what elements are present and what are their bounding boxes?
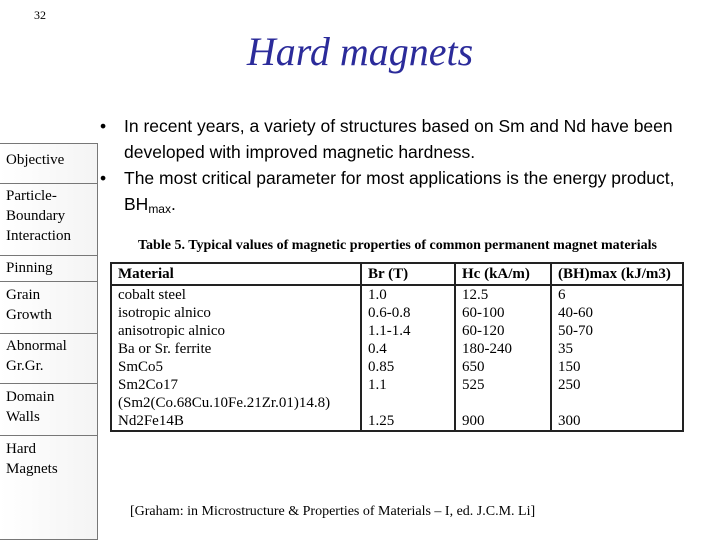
bullet-text: The most critical parameter for most applications is the energy product, BH xyxy=(124,168,675,214)
cell-material: Sm2Co17 xyxy=(111,376,361,394)
cell-br: 1.25 xyxy=(361,412,455,431)
col-header-br: Br (T) xyxy=(361,263,455,285)
cell-br: 1.1 xyxy=(361,376,455,394)
cell-bhmax: 150 xyxy=(551,358,683,376)
cell-material: anisotropic alnico xyxy=(111,322,361,340)
table-row xyxy=(111,394,683,412)
cell-br: 1.1-1.4 xyxy=(361,322,455,340)
sidebar-item-label: Objective xyxy=(6,152,65,168)
sidebar-item-label: Domain Walls xyxy=(6,389,55,425)
table-row xyxy=(111,376,683,394)
cell-material: isotropic alnico xyxy=(111,304,361,322)
cell-material: (Sm2(Co.68Cu.10Fe.21Zr.01)14.8) xyxy=(111,394,361,412)
cell-br xyxy=(361,394,455,412)
sidebar-item-label: Particle-Boundary Interaction xyxy=(6,188,71,244)
table-row xyxy=(111,285,683,304)
sidebar-item-objective[interactable] xyxy=(0,143,98,183)
cell-br: 0.85 xyxy=(361,358,455,376)
cell-br: 0.6-0.8 xyxy=(361,304,455,322)
sidebar-nav xyxy=(0,113,98,540)
cell-hc: 60-120 xyxy=(455,322,551,340)
slide-title: Hard magnets xyxy=(246,29,474,74)
table-row xyxy=(111,412,683,431)
cell-hc: 900 xyxy=(455,412,551,431)
table-row xyxy=(111,322,683,340)
cell-br: 1.0 xyxy=(361,285,455,304)
cell-material: Nd2Fe14B xyxy=(111,412,361,431)
col-header-hc: Hc (kA/m) xyxy=(455,263,551,285)
sidebar-item-label: Hard Magnets xyxy=(6,441,58,477)
cell-bhmax: 300 xyxy=(551,412,683,431)
cell-bhmax: 35 xyxy=(551,340,683,358)
bullet-text: In recent years, a variety of structures based on Sm and Nd have been developed with improved magnetic hardness. xyxy=(124,116,673,162)
table-row xyxy=(111,340,683,358)
sidebar-item-label: Abnormal Gr.Gr. xyxy=(6,338,67,374)
col-header-material: Material xyxy=(111,263,361,285)
cell-material: SmCo5 xyxy=(111,358,361,376)
sidebar-item-abnormal-grain-growth[interactable] xyxy=(0,333,98,383)
sidebar-item-label: Grain Growth xyxy=(6,287,52,323)
bullet-item xyxy=(100,165,700,222)
cell-hc: 650 xyxy=(455,358,551,376)
citation: [Graham: in Microstructure & Properties of Materials – I, ed. J.C.M. Li] xyxy=(130,504,536,519)
cell-bhmax: 50-70 xyxy=(551,322,683,340)
table-caption: Table 5. Typical values of magnetic properties of common permanent magnet materials xyxy=(138,238,657,253)
table-header-row xyxy=(111,263,683,285)
sidebar-item-pinning[interactable] xyxy=(0,255,98,281)
col-header-bhmax: (BH)max (kJ/m3) xyxy=(551,263,683,285)
cell-hc: 180-240 xyxy=(455,340,551,358)
cell-hc: 525 xyxy=(455,376,551,394)
bullet-dot-icon: • xyxy=(100,168,107,188)
sidebar-item-domain-walls[interactable] xyxy=(0,383,98,435)
bullet-subscript: max xyxy=(148,202,171,216)
sidebar-item-label: Pinning xyxy=(6,260,53,276)
cell-bhmax: 6 xyxy=(551,285,683,304)
bullet-suffix: . xyxy=(170,194,176,214)
magnet-properties-table xyxy=(110,262,684,432)
bullet-list xyxy=(100,113,700,222)
cell-material: Ba or Sr. ferrite xyxy=(111,340,361,358)
cell-material: cobalt steel xyxy=(111,285,361,304)
cell-hc: 60-100 xyxy=(455,304,551,322)
slide-number: 32 xyxy=(34,8,46,22)
sidebar-item-particle-boundary[interactable] xyxy=(0,183,98,255)
cell-hc xyxy=(455,394,551,412)
bullet-item xyxy=(100,113,700,165)
bullet-dot-icon: • xyxy=(100,116,107,136)
cell-bhmax: 250 xyxy=(551,376,683,394)
table-row xyxy=(111,304,683,322)
table-row xyxy=(111,358,683,376)
sidebar-item-grain-growth[interactable] xyxy=(0,281,98,333)
sidebar-item-hard-magnets[interactable] xyxy=(0,435,98,540)
cell-br: 0.4 xyxy=(361,340,455,358)
cell-bhmax: 40-60 xyxy=(551,304,683,322)
cell-hc: 12.5 xyxy=(455,285,551,304)
cell-bhmax xyxy=(551,394,683,412)
